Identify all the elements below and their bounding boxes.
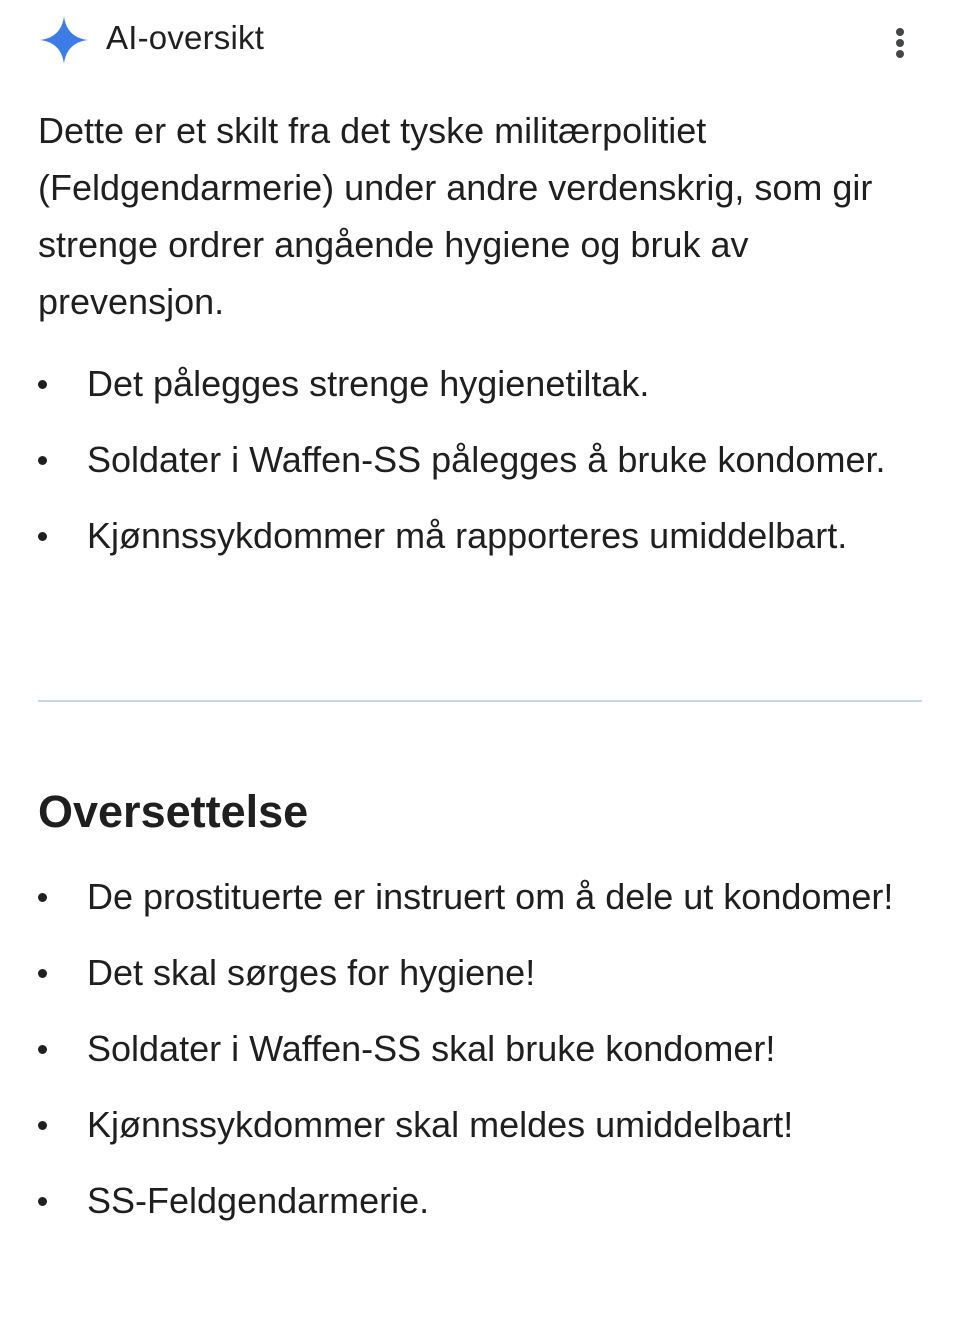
list-item [38,868,928,925]
list-item [38,944,928,1001]
list-item-text: Soldater i Waffen-SS skal bruke kondomer! [87,1028,776,1069]
bullet-icon [38,893,47,902]
list-item-text: Det pålegges strenge hygienetiltak. [87,363,650,404]
list-item-text: De prostituerte er instruert om å dele ut kondomer! [87,876,894,917]
ai-overview-title: AI-oversikt [106,19,265,56]
bullet-icon [38,532,47,541]
list-item [38,1096,928,1153]
list-item [38,431,928,488]
list-item [38,507,928,564]
list-item-text: Kjønnssykdommer må rapporteres umiddelbart. [87,515,848,556]
bullet-icon [38,380,47,389]
translation-list [38,868,928,1248]
bullet-icon [38,1197,47,1206]
list-item-text: Kjønnssykdommer skal meldes umiddelbart! [87,1104,794,1145]
list-item-text: Det skal sørges for hygiene! [87,952,536,993]
list-item-text: Soldater i Waffen-SS pålegges å bruke kondomer. [87,439,886,480]
sparkle-icon [38,14,90,66]
summary-text: Dette er et skilt fra det tyske militærpolitiet (Feldgendarmerie) under andre verdenskrig, som gir strenge ordrer angående hygiene og bruk av prevensjon. [38,110,873,322]
bullet-icon [38,969,47,978]
more-options-button[interactable] [880,20,920,64]
section-divider [38,700,922,702]
bullet-icon [38,1121,47,1130]
list-item [38,1172,928,1229]
ai-overview-header [0,0,960,80]
bullet-icon [38,456,47,465]
list-item [38,355,928,412]
key-points-list [38,355,928,583]
translation-heading: Oversettelse [38,786,309,837]
list-item-text: SS-Feldgendarmerie. [87,1180,430,1221]
bullet-icon [38,1045,47,1054]
list-item [38,1020,928,1077]
